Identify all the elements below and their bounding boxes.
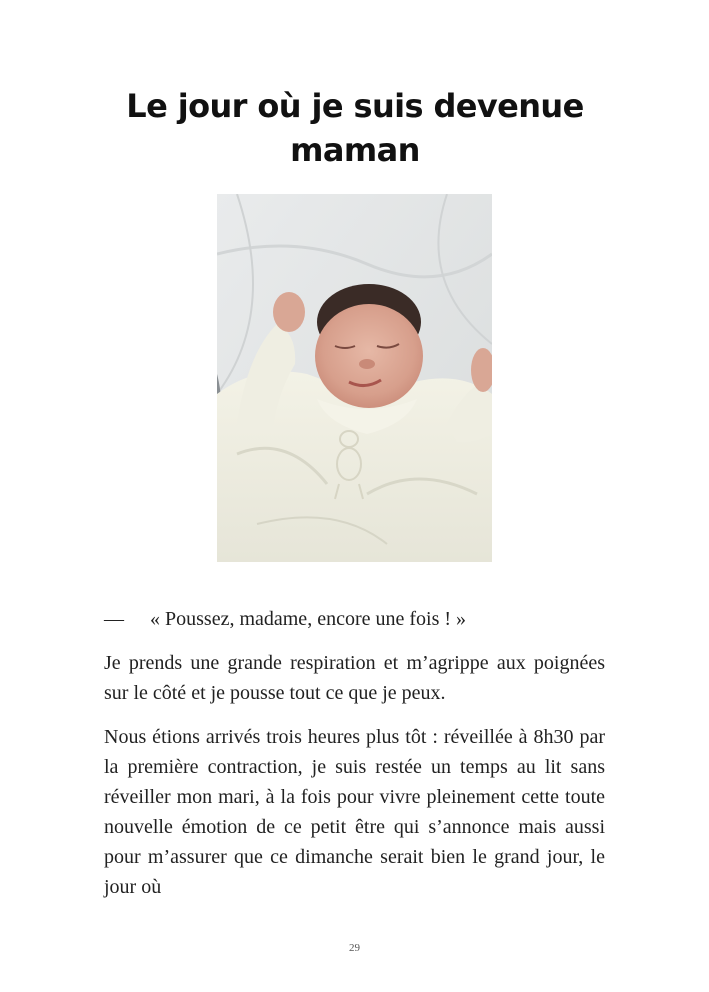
dialogue-dash: — (104, 608, 124, 630)
page-number: 29 (349, 942, 360, 954)
paragraph-1: Je prends une grande respiration et m’agrippe aux poignées sur le côté et je pousse tout ce que je peux. (104, 652, 605, 704)
dialogue-quote: « Poussez, madame, encore une fois ! » (150, 608, 467, 630)
paragraph-2: Nous étions arrivés trois heures plus tôt : réveillée à 8h30 par la première contraction, je suis restée un temps au lit sans réveiller mon mari, à la fois pour vivre pleinement cette toute nouvelle émotion de ce petit être qui s’annonce mais aussi pour m’assurer que ce dimanche serait bien le grand jour, le jour où (104, 726, 605, 898)
chapter-title: Le jour où je suis devenue maman (126, 87, 584, 169)
body-text (104, 604, 605, 916)
newborn-photo (217, 194, 492, 562)
dialogue-line (104, 604, 605, 634)
